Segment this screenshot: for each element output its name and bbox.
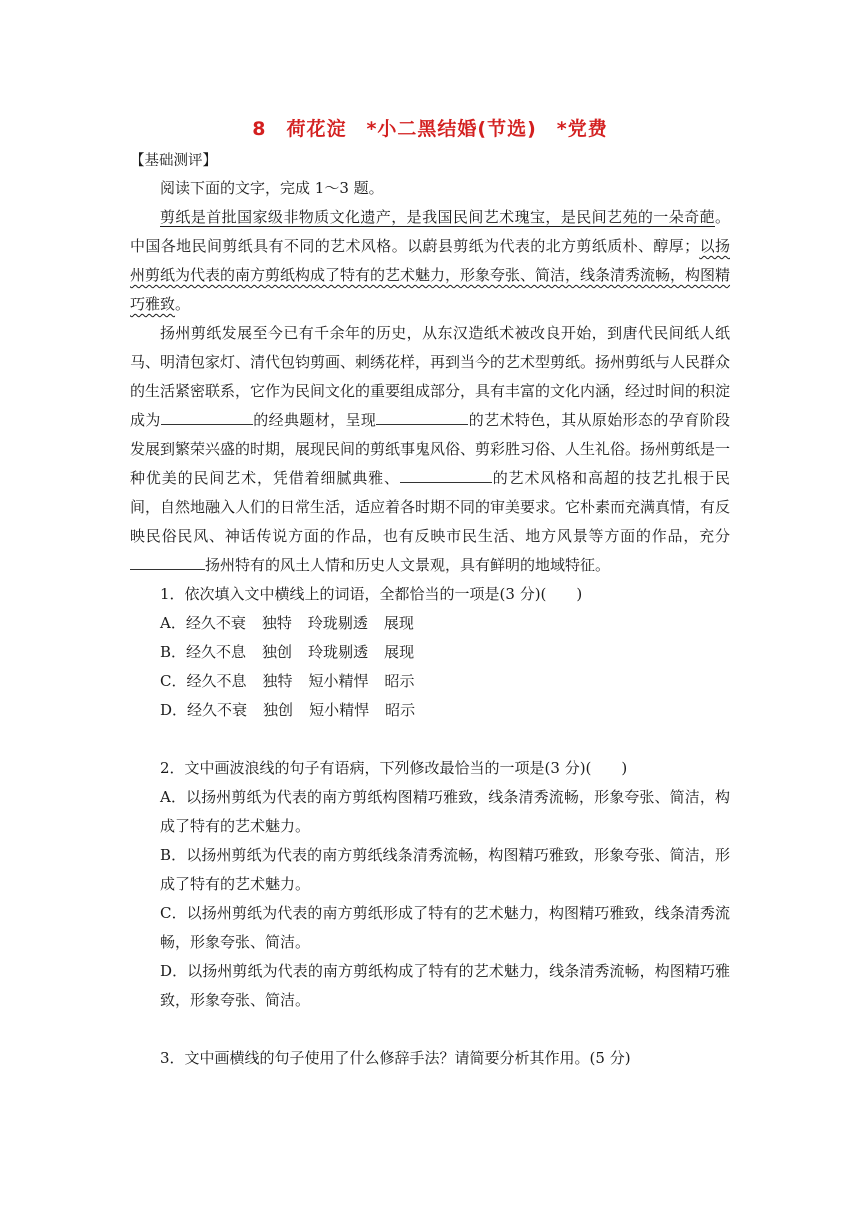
wavy-underlined-sentence: 以扬州剪纸为代表的南方剪纸构成了特有的艺术魅力，形象夸张、简洁，线条清秀流畅，构图精巧雅致 [130,237,731,313]
option-word: 玲珑剔透 [308,643,369,661]
underlined-sentence: 剪纸是首批国家级非物质文化遗产，是我国民间艺术瑰宝，是民间艺苑的一朵奇葩 [160,208,715,226]
passage-paragraph-2 [130,319,730,580]
section-label: 【基础测评】 [130,153,217,169]
passage-text: 的艺术风格和高超的技艺扎根于民间，自然地融入人们的日常生活，适应着各时期不同的审美要求。它朴素而充满真情，有反映民俗民风、神话传说方面的作品，也有反映市民生活、地方风景等方面的作品，充分 [130,469,731,545]
option-word: 经久不息 [186,643,247,661]
option-word: 独特 [262,672,293,690]
question-3-stem: 3．文中画横线的句子使用了什么修辞手法？请简要分析其作用。(5 分) [160,1049,631,1067]
spacer [130,1015,730,1044]
question-1-option-b[interactable] [130,638,730,667]
lesson-title: 8 荷花淀 *小二黑结婚(节选) *党费 [252,118,608,140]
fill-blank-2[interactable] [376,408,468,425]
option-word: 经久不衰 [187,701,248,719]
option-label: A． [160,614,186,632]
fill-blank-1[interactable] [161,408,253,425]
passage-paragraph-1 [130,203,730,319]
option-word: 昭示 [385,701,416,719]
question-2-option-c[interactable]: C．以扬州剪纸为代表的南方剪纸形成了特有的艺术魅力，构图精巧雅致，线条清秀流畅，形象夸张、简洁。 [160,904,730,951]
option-label: D． [160,701,188,719]
question-1-option-d[interactable] [130,696,730,725]
option-word: 短小精悍 [309,701,370,719]
passage-text: 扬州特有的风土人情和历史人文景观，具有鲜明的地域特征。 [205,556,611,574]
question-2-stem: 2．文中画波浪线的句子有语病，下列修改最恰当的一项是(3 分)( ) [160,759,628,777]
content-body [130,174,730,1073]
option-word: 经久不息 [186,672,247,690]
spacer [130,725,730,754]
option-label: B． [160,643,187,661]
passage-text: 的经典题材，呈现 [252,411,377,429]
question-2-option-a[interactable]: A．以扬州剪纸为代表的南方剪纸构图精巧雅致，线条清秀流畅，形象夸张、简洁，构成了特有的艺术魅力。 [160,788,730,835]
passage-text: 扬州剪纸发展至今已有千余年的历史，从东汉造纸术被改良开始，到唐代民间纸人纸马、明清包家灯、清代包钧剪画、刺绣花样，再到当今的艺术型剪纸。扬州剪纸与人民群众的生活紧密联系，它作为民间文化的重要组成部分，具有丰富的文化内涵，经过时间的积淀成为 [130,324,731,429]
option-word: 玲珑剔透 [307,614,368,632]
option-word: 展现 [383,614,414,632]
question-1-option-a[interactable] [130,609,730,638]
option-word: 独创 [262,643,293,661]
option-word: 独创 [263,701,294,719]
option-word: 昭示 [384,672,415,690]
passage-text: 。 [175,295,191,313]
question-1-options [130,609,730,725]
passage-text: 的艺术特色，其从原始形态的孕育阶段发展到繁荣兴盛的时期，展现民间的剪纸事鬼风俗、剪彩胜习俗、人生礼俗。扬州剪纸是一种优美的民间艺术，凭借着细腻典雅、 [130,411,731,487]
option-label: C． [160,672,187,690]
instruction: 阅读下面的文字，完成 1～3 题。 [160,179,384,197]
question-2-option-d[interactable]: D．以扬州剪纸为代表的南方剪纸构成了特有的艺术魅力，线条清秀流畅，构图精巧雅致，形象夸张、简洁。 [160,962,730,1009]
passage-text: 。中国各地民间剪纸具有不同的艺术风格。以蔚县剪纸为代表的北方剪纸质朴、醇厚； [130,208,730,255]
question-1-option-c[interactable] [130,667,730,696]
question-2-option-b[interactable]: B．以扬州剪纸为代表的南方剪纸线条清秀流畅，构图精巧雅致，形象夸张、简洁，形成了特有的艺术魅力。 [160,846,730,893]
option-word: 展现 [384,643,415,661]
option-word: 独特 [261,614,292,632]
question-1-stem: 1．依次填入文中横线上的词语，全都恰当的一项是(3 分)( ) [160,585,583,603]
fill-blank-3[interactable] [400,466,492,483]
option-word: 短小精悍 [308,672,369,690]
fill-blank-4[interactable] [130,553,205,570]
option-word: 经久不衰 [185,614,246,632]
